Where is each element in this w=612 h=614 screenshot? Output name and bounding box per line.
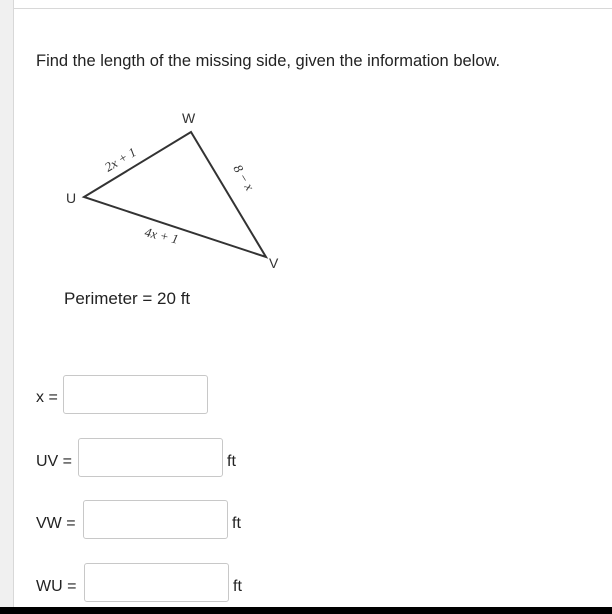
uv-input[interactable] [78,438,223,477]
side-label-wv: 8 − x [230,161,258,194]
question-prompt: Find the length of the missing side, given the information below. [36,52,501,70]
vertex-u-label: U [66,190,77,206]
bottom-edge [0,607,612,614]
wu-label: WU = [36,578,77,595]
vw-label: VW = [36,515,76,532]
side-label-uw: 2x + 1 [101,144,139,175]
uv-label: UV = [36,453,73,470]
vertex-v-label: V [269,255,279,271]
x-input[interactable] [63,375,208,414]
uv-unit: ft [227,453,236,470]
x-label: x = [36,389,58,406]
side-label-uv: 4x + 1 [143,224,180,247]
wu-input[interactable] [84,563,229,602]
vertex-w-label: W [182,110,196,126]
vw-unit: ft [232,515,241,532]
perimeter-text: Perimeter = 20 ft [64,289,191,308]
vw-input[interactable] [83,500,228,539]
wu-unit: ft [233,578,242,595]
